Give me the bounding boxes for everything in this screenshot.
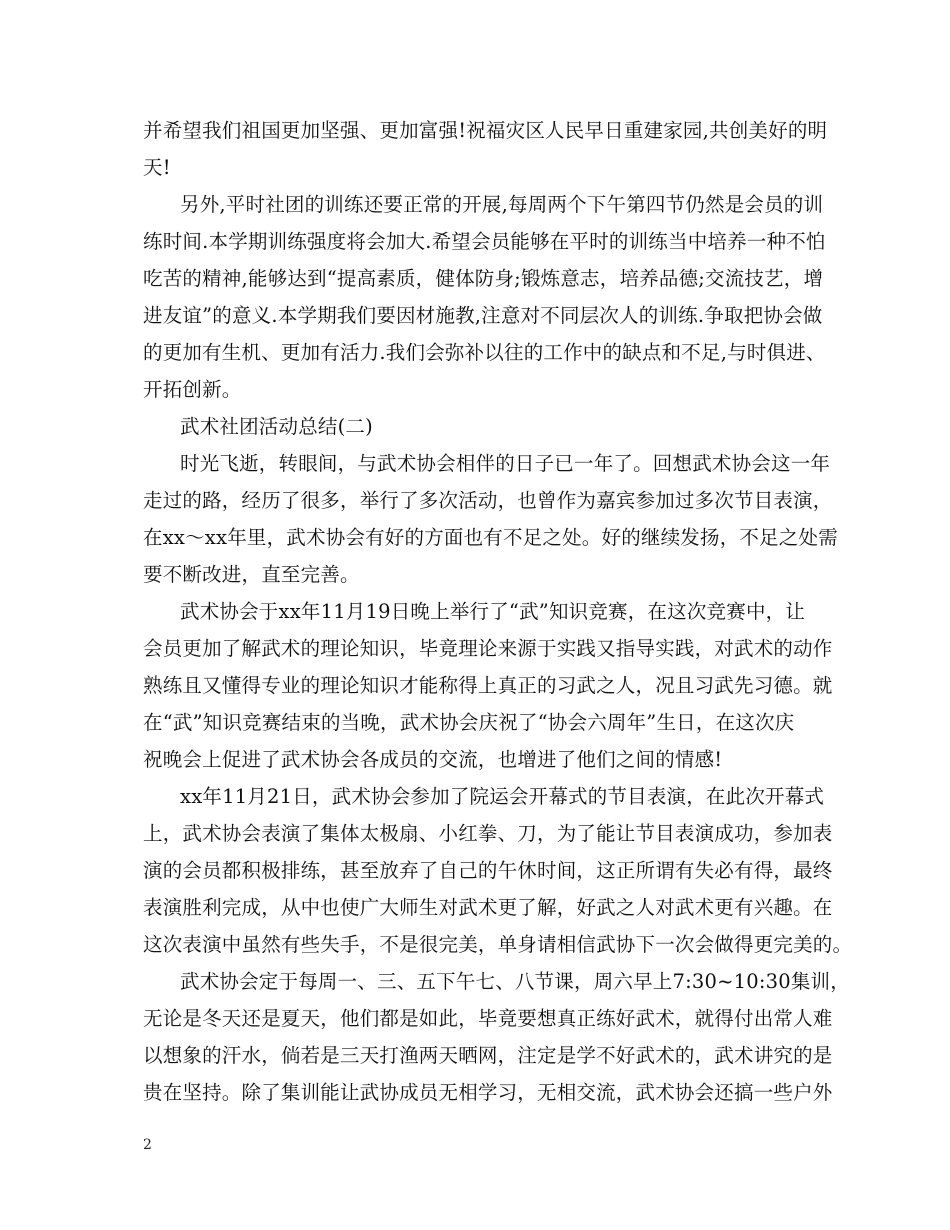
text-line-4: 练时间.本学期训练强度将会加大.希望会员能够在平时的训练当中培养一种不怕 <box>143 230 826 253</box>
text-line-14: 武术协会于xx年11月19日晚上举行了“武”知识竞赛，在这次竞赛中，让 <box>180 600 806 623</box>
text-line-7: 的更加有生机、更加有活力.我们会弥补以往的工作中的缺点和不足,与时俱进、 <box>143 341 826 364</box>
text-line-23: 这次表演中虽然有些失手，不是很完美，单身请相信武协下一次会做得更完美的。 <box>143 933 853 956</box>
text-line-20: 上，武术协会表演了集体太极扇、小红拳、刀，为了能让节目表演成功，参加表 <box>143 822 833 845</box>
text-line-22: 表演胜利完成，从中也使广大师生对武术更了解，好武之人对武术更有兴趣。在 <box>143 896 833 919</box>
text-line-15: 会员更加了解武术的理论知识，毕竟理论来源于实践又指导实践，对武术的动作 <box>143 637 833 660</box>
text-line-11: 走过的路，经历了很多，举行了多次活动，也曾作为嘉宾参加过多次节目表演， <box>143 489 833 512</box>
text-line-3: 另外,平时社团的训练还要正常的开展,每周两个下午第四节仍然是会员的训 <box>180 193 824 216</box>
text-line-1: 并希望我们祖国更加坚强、更加富强!祝福灾区人民早日重建家园,共创美好的明 <box>143 119 828 142</box>
text-line-5: 吃苦的精神,能够达到“提高素质，健体防身;锻炼意志，培养品德;交流技艺，增 <box>143 267 824 290</box>
section-heading: 武术社团活动总结(二) <box>180 415 373 438</box>
text-line-2: 天! <box>143 156 171 179</box>
text-line-12: 在xx～xx年里，武术协会有好的方面也有不足之处。好的继续发扬，不足之处需 <box>143 526 838 549</box>
page-number: 2 <box>143 1137 152 1153</box>
text-line-21: 演的会员都积极排练，甚至放弃了自己的午休时间，这正所谓有失必有得，最终 <box>143 859 833 882</box>
text-line-10: 时光飞逝，转眼间，与武术协会相伴的日子已一年了。回想武术协会这一年 <box>180 452 831 475</box>
text-line-8: 开拓创新。 <box>143 378 242 401</box>
text-line-13: 要不断改进，直至完善。 <box>143 563 360 586</box>
text-line-25: 无论是冬天还是夏天，他们都是如此，毕竟要想真正练好武术，就得付出常人难 <box>143 1007 833 1030</box>
text-line-17: 在“武”知识竞赛结束的当晚，武术协会庆祝了“协会六周年”生日，在这次庆 <box>143 711 795 734</box>
text-line-18: 祝晚会上促进了武术协会各成员的交流，也增进了他们之间的情感! <box>143 748 723 771</box>
text-line-16: 熟练且又懂得专业的理论知识才能称得上真正的习武之人，况且习武先习德。就 <box>143 674 833 697</box>
text-line-19: xx年11月21日，武术协会参加了院运会开幕式的节目表演，在此次开幕式 <box>180 785 825 808</box>
text-line-6: 进友谊”的意义.本学期我们要因材施教,注意对不同层次人的训练.争取把协会做 <box>143 304 823 327</box>
text-line-24: 武术协会定于每周一、三、五下午七、八节课，周六早上7:30~10:30集训， <box>180 970 850 993</box>
text-line-26: 以想象的汗水，倘若是三天打渔两天晒网，注定是学不好武术的，武术讲究的是 <box>143 1044 833 1067</box>
text-line-27: 贵在坚持。除了集训能让武协成员无相学习，无相交流，武术协会还搞一些户外 <box>143 1081 833 1104</box>
